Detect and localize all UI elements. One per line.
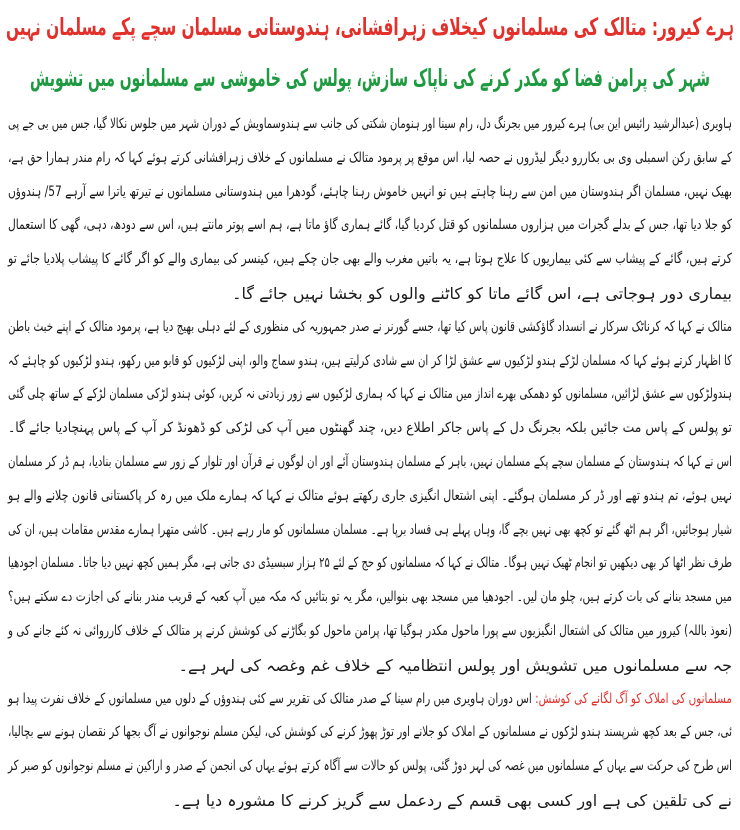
article-line: کا اظہار کرتے ہوئے کہا کہ مسلمان لڑکے ہندو لڑکیوں سے عشق لڑا کر ان سے شادی کرلیتے ہیں، ہندو سماج والو، اپنی لڑکیوں کو قابو میں رکھو، ہندو لڑکیوں کو چاہئے کہ [8,352,733,369]
headline-block [0,0,740,106]
article-line: نے کی تلقین کی ہے اور کسی بھی قسم کے ردعمل سے گریز کرنے کا مشورہ دیا ہے۔ [172,790,732,810]
headline-secondary: شہر کی پرامن فضا کو مکدر کرنے کی ناپاک سازش، پولس کی خاموشی سے مسلمانوں میں تشویش [30,64,710,92]
section-lead-heading: مسلمانوں کی املاک کو آگ لگانے کی کوشش: [535,690,732,707]
article-line: اس طرح کی حرکت سے یہاں کے مسلمانوں میں غصہ کی لہر دوڑ گئی، پولس کو حالات سے آگاہ کرتے ہوئے یہاں کی انجمن کے صدر و اراکین نے مسلم نوجوانوں کو صبر کر [7,758,733,775]
article-line: بھیک نہیں، مسلمان اگر ہندوستان میں امن سے رہنا چاہتے ہیں تو انہیں خاموش رہنا چاہئے، گودھرا میں ہندوستانی مسلمانوں نے تیرتھ یاترا سے آرہے 57/ ہندوؤں [7,183,733,200]
article-line: طرف نظر اٹھا کر بھی دیکھیں تو انجام ٹھیک نہیں ہوگا۔ متالک نے کہا کہ مسلمانوں کو حج کے لئے ۲۵ ہزار سبسیڈی دی جاتی ہے، مگر ہمیں کچھ نہیں دیا جاتا۔ مسلمان اجودھیا [8,555,732,572]
article-line: بیماری دور ہوجاتی ہے، اس گائے ماتا کو کاٹنے والوں کو بخشا نہیں جائے گا۔ [232,283,732,303]
article-line [8,683,732,717]
article-paragraph [8,311,732,446]
article-line: اس نے کہا کہ ہندوستان کے مسلمان سچے پکے مسلمان نہیں، باہر کے مسلمان ہندوستان آئے اور ان لوگوں نے قرآن اور تلوار کے زور سے مسلمان بنادیا، ہم ڈر کر مسلمان [8,453,733,470]
article-line: متالک نے کہا کہ کرناٹک سرکار نے انسداد گاؤکشی قانون پاس کیا تھا، جسے گورنر نے صدر جمہوریہ کی منظوری کے لئے دہلی بھیج دیا ہے، پرمود متالک کے اپنے خبث باطن [7,318,733,335]
article-line: میں مسجد بنانے کی بات کرتے ہیں، چلو مان لیں۔ اجودھیا میں مسجد بھی بنوالیں، مگر یہ تو بتائیں کہ مکہ میں آپ کعبہ کے قریب مندر بنانے کی اجازت دے سکتے ہیں؟ [8,589,733,606]
article-line: ہندولڑکوں سے عشق لڑائیں، مسلمانوں کو دھمکی بھرے انداز میں متالک نے کہا کہ ہماری لڑکیوں سے زور زیادتی نہ کریں، کوئی ہندو لڑکی مسلمان لڑکے کے ساتھ چلی گئی [8,386,733,403]
headline-primary: ہرے کیرور: متالک کی مسلمانوں کیخلاف زہرافشانی، ہندوستانی مسلمان سچے پکے مسلمان نہیں [5,13,734,41]
article-paragraph [8,683,732,818]
article-line: شیار ہوجائیں، اگر ہم اٹھ گئے تو کچھ بھی نہیں بچے گا، وہاں پہلے ہی فساد برپا ہے۔ مسلمان مسلمانوں کو مار رہے ہیں۔ کاشی متھرا ہمارے مقدس مقامات ہیں، ان کی [7,521,733,538]
article-line: (نعوذ باللہ) کیرور میں متالک کی اشتعال انگیزیوں سے پورا ماحول مکدر ہوگیا تھا، پرامن ماحول کو بگاڑنے کی کوشش کرنے پر متالک کے خلاف کارروائی نہ کئے جانے کی و [7,622,732,639]
article-line: ئی، جس کے بعد کچھ شرپسند ہندو لڑکوں نے مسلمانوں کے املاک کو جلانے اور توڑ پھوڑ کرنے کی کوشش کی، لیکن مسلم نوجوانوں نے آگ بجھا کر نقصان ہونے سے بچالیا، [8,724,732,741]
article-line: ہاویری (عبدالرشید رائیس این بی) ہرے کیرور میں بجرنگ دل، رام سینا اور ہنومان شکتی کی جانب سے ہندوسماویش کے دوران شہر میں جلوس نکالا گیا، جس میں بی جے پی [7,116,732,132]
article-line-text: اس دوران ہاویری میں رام سینا کے صدر متالک کی تقریر سے کئی ہندوؤں کے دلوں میں مسلمانوں کے خلاف نفرت پیدا ہو [8,690,532,707]
article-line: جہ سے مسلمانوں میں تشویش اور پولس انتظامیہ کے خلاف غم وغصہ کی لہر ہے۔ [178,655,732,675]
article-line: کرتے ہیں، گائے کے پیشاب سے کئی بیماریوں کا علاج ہوتا ہے، یہ باتیں مغرب والے بھی جان چکے ہیں، کینسر کی بیماری والے کو اگر گائے کا پیشاب پلادیا جائے تو [7,251,733,268]
article-line: نہیں ہوئے، تم ہندو تھے اور ڈر کر مسلمان ہوگئے۔ اپنی اشتعال انگیزی جاری رکھتے ہوئے متالک نے کہا کہ ہمارے ملک میں رہ کر پاکستانی قانون چلانے والے ہو [8,487,733,504]
article-line: تو پولس کے پاس مت جائیں بلکہ بجرنگ دل کے پاس جاکر اطلاع دیں، چند گھنٹوں میں آپ کی لڑکی کو ڈھونڈ کر آپ کے پاس پہنچادیا جائے گا۔ [7,420,732,437]
article-paragraph [8,446,732,683]
article-body [8,108,732,818]
article-paragraph [8,108,732,311]
article-line: کو جلا دیا تھا، جس کے بدلے گجرات میں ہزاروں مسلمانوں کو قتل کردیا گیا، گائے ہماری گاؤ ماتا ہے، ہم اسے پوتر مانتے ہیں، اس سے دودھ، دہی، گھی کا استعمال [7,217,733,234]
article-line: کے سابق رکن اسمبلی وی بی بکاررو دیگر لیڈروں نے حصہ لیا، اس موقع پر پرمود متالک نے مسلمانوں کے خلاف زہرافشانی کرتے ہوئے کہا کہ رام مندر ہمارا حق ہے، [7,149,732,166]
